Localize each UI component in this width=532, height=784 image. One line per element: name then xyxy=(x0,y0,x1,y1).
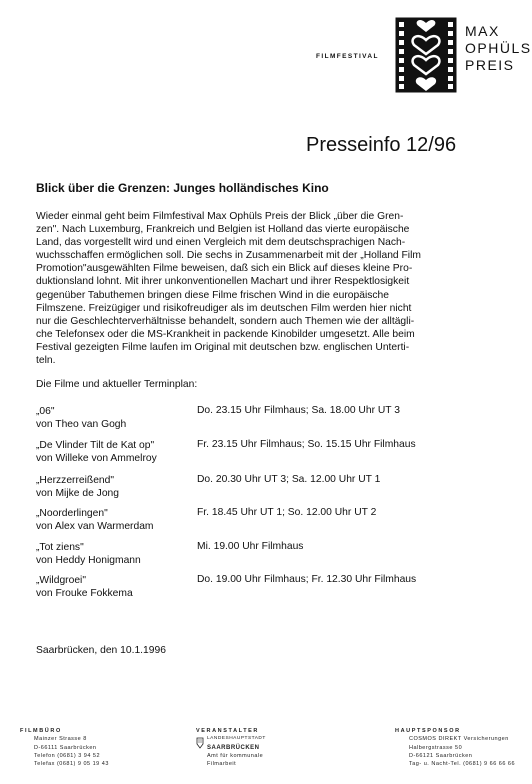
film-title: „Noorderlingen" xyxy=(36,508,108,519)
film-director: von Heddy Honigmann xyxy=(36,555,141,567)
film-title: „Herzzerreißend" xyxy=(36,475,115,486)
footer-line: Mainzer Strasse 8 xyxy=(34,736,87,743)
film-entry xyxy=(36,405,126,432)
film-director: von Theo van Gogh xyxy=(36,419,127,431)
film-schedule: Fr. 23.15 Uhr Filmhaus; So. 15.15 Uhr Filmhaus xyxy=(197,439,416,450)
page-title: Presseinfo 12/96 xyxy=(306,134,457,156)
logo-line-preis: PREIS xyxy=(465,57,515,73)
film-director: von Willeke von Ammelroy xyxy=(36,453,157,465)
film-schedule: Do. 20.30 Uhr UT 3; Sa. 12.00 Uhr UT 1 xyxy=(197,474,381,485)
film-title: „De Vlinder Tilt de Kat op" xyxy=(36,440,155,451)
film-entry xyxy=(36,507,154,534)
body-line: che Telefonsex oder die MS-Krankheit in packende Kinobilder umgesetzt. Alle beim xyxy=(36,328,415,340)
film-director: von Frouke Fokkema xyxy=(36,588,133,600)
body-line: wuchsschaffen ermöglichen soll. Die sechs in Zusammenarbeit mit der „Holland Film xyxy=(36,250,421,262)
schedule-intro: Die Filme und aktueller Terminplan: xyxy=(36,379,198,390)
footer-line: Halbergstrasse 50 xyxy=(409,744,463,751)
body-line: nur die Geschlechterverhältnisse behandelt, sondern auch Themen wie der alltägli- xyxy=(36,315,415,327)
body-line: Filmszene. Freizügiger und risikofreudiger als im deutschen Film werden hier nicht xyxy=(36,302,412,314)
footer-veranstalter xyxy=(196,727,266,768)
film-schedule: Fr. 18.45 Uhr UT 1; So. 12.00 Uhr UT 2 xyxy=(197,507,377,518)
city-crest-icon xyxy=(196,737,204,749)
footer-heading: HAUPTSPONSOR xyxy=(395,728,461,734)
film-entry xyxy=(36,541,141,568)
article-heading: Blick über die Grenzen: Junges holländisches Kino xyxy=(36,181,329,195)
body-line: gegenüber Tabuthemen bringen diese Filme frischen Wind in die europäische xyxy=(36,289,389,301)
logo-wordmark xyxy=(465,23,532,74)
footer-line: Telefax (0681) 9 05 19 43 xyxy=(34,761,109,768)
film-entry xyxy=(36,439,157,466)
dateline: Saarbrücken, den 10.1.1996 xyxy=(36,645,166,656)
footer-line: COSMOS DIREKT Versicherungen xyxy=(409,736,509,743)
logo-line-max: MAX xyxy=(465,23,500,39)
footer-line: SAARBRÜCKEN xyxy=(207,744,260,751)
film-director: von Alex van Warmerdam xyxy=(36,521,154,533)
footer-heading: VERANSTALTER xyxy=(196,728,259,734)
film-entry xyxy=(36,474,119,501)
film-schedule: Mi. 19.00 Uhr Filmhaus xyxy=(197,541,304,552)
footer-line: Amt für kommunale xyxy=(207,752,264,759)
body-line: duktionsland lohnt. Mit ihrer unkonventionellen Machart und ihrer Respektlosigkeit xyxy=(36,276,410,288)
body-line: Wieder einmal geht beim Filmfestival Max Ophüls Preis der Blick „über die Gren- xyxy=(36,211,404,222)
footer-heading: FILMBÜRO xyxy=(20,728,62,734)
film-title: „06" xyxy=(36,406,55,417)
film-title: „Tot ziens" xyxy=(36,542,84,553)
footer-hauptsponsor xyxy=(395,727,515,768)
body-line: Land, das vorgestellt wird und einen Vergleich mit dem deutschsprachigen Nach- xyxy=(36,237,406,249)
body-line: Promotion"ausgewählten Filme beweisen, daß sich ein Blick auf dieses kleine Pro- xyxy=(36,263,413,275)
film-title: „Wildgroei" xyxy=(36,575,87,586)
footer-line: D-66121 Saarbrücken xyxy=(409,752,473,759)
film-director: von Mijke de Jong xyxy=(36,488,119,500)
footer-line: D-66111 Saarbrücken xyxy=(34,744,97,751)
film-schedule: Do. 23.15 Uhr Filmhaus; Sa. 18.00 Uhr UT 3 xyxy=(197,405,400,416)
body-line: Festival gezeigten Filme laufen im Original mit deutschen bzw. englischen Unterti- xyxy=(36,341,410,353)
logo-line-ophuels: OPHÜLS xyxy=(465,40,532,56)
film-entry xyxy=(36,574,133,601)
body-line: teln. xyxy=(36,355,56,367)
film-schedule: Do. 19.00 Uhr Filmhaus; Fr. 12.30 Uhr Filmhaus xyxy=(197,574,417,585)
footer-line: Tag- u. Nacht-Tel. (0681) 9 66 66 66 xyxy=(409,761,516,768)
festival-label: FILMFESTIVAL xyxy=(316,53,379,60)
footer-line: Filmarbeit xyxy=(207,761,237,768)
article-body xyxy=(36,210,476,367)
body-line: zen". Nach Luxemburg, Frankreich und Belgien ist Holland das vierte europäische xyxy=(36,224,410,236)
footer-line: LANDESHAUPTSTADT xyxy=(207,736,266,742)
footer-filmbuero xyxy=(20,727,109,768)
footer-line: Telefon (0681) 3 94 52 xyxy=(34,752,101,759)
